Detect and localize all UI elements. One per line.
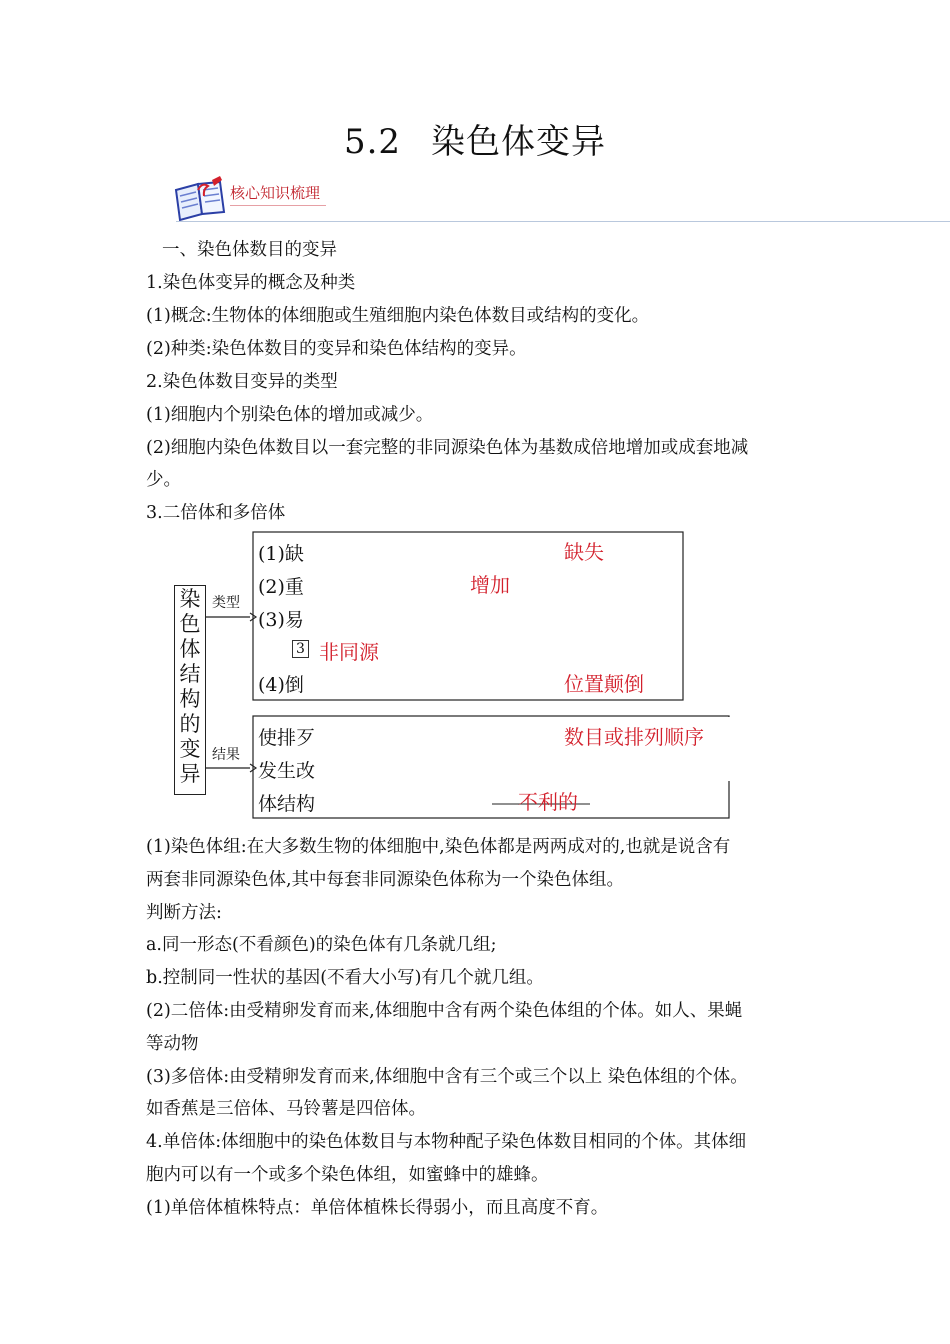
type-item: (1)缺 [258,543,304,565]
text-line: 如香蕉是三倍体、马铃薯是四倍体。 [146,1099,426,1119]
answer-increase: 增加 [470,573,510,597]
result-line: 使排歹 [258,727,316,749]
text-line: 3.二倍体和多倍体 [146,503,286,523]
text-line: (3)多倍体:由受精卵发育而来,体细胞中含有三个或三个以上 染色体组的个体。 [146,1067,748,1087]
root-char: 变 [179,737,201,761]
page-title: 5.2 染色体变异 [343,122,607,162]
diagram-lines [170,530,740,822]
root-char: 异 [179,762,201,786]
text-line: 判断方法: [146,903,222,923]
root-char: 色 [179,612,201,636]
root-label-box [174,585,206,795]
root-char: 结 [179,662,201,686]
text-line: (2)细胞内染色体数目以一套完整的非同源染色体为基数成倍地增加或成套地减 [146,438,749,458]
text-line: 胞内可以有一个或多个染色体组，如蜜蜂中的雄蜂。 [146,1165,549,1185]
text-line: b.控制同一性状的基因(不看大小写)有几个就几组。 [146,968,544,988]
answer-missing: 缺失 [564,540,604,564]
text-line: (1)染色体组:在大多数生物的体细胞中,染色体都是两两成对的,也就是说含有 [146,837,731,857]
root-char: 构 [179,687,201,711]
text-line: (2)种类:染色体数目的变异和染色体结构的变异。 [146,339,527,359]
result-arrow-label: 结果 [212,747,240,763]
type-item: (2)重 [258,576,304,598]
root-char: 染 [179,587,201,611]
section-header [172,172,950,224]
text-line: 少。 [146,470,181,490]
type-item: (4)倒 [258,674,304,696]
text-line: (1)单倍体植株特点：单倍体植株长得弱小，而且高度不育。 [146,1198,609,1218]
circled-number-item [292,636,313,658]
text-line: 1.染色体变异的概念及种类 [146,273,356,293]
type-item: (3)易 [258,609,304,631]
root-char: 体 [179,637,201,661]
chromosome-structure-diagram [170,530,740,822]
answer-harmful: 不利的 [518,790,578,814]
section-divider [176,221,950,222]
answer-inversion: 位置颠倒 [564,672,644,696]
answer-nonhomologous: 非同源 [319,640,379,664]
open-book-icon [172,176,228,222]
text-line: 等动物 [146,1034,199,1054]
root-char: 的 [179,712,201,736]
text-line: (2)二倍体:由受精卵发育而来,体细胞中含有两个染色体组的个体。如人、果蝇 [146,1001,743,1021]
text-line: (1)概念:生物体的体细胞或生殖细胞内染色体数目或结构的变化。 [146,306,650,326]
result-line: 发生改 [258,760,316,782]
heading-chromosome-number-variation: 一、染色体数目的变异 [162,240,337,260]
text-line: 4.单倍体:体细胞中的染色体数目与本物种配子染色体数目相同的个体。其体细 [146,1132,747,1152]
text-line: (1)细胞内个别染色体的增加或减少。 [146,405,434,425]
text-line: 2.染色体数目变异的类型 [146,372,338,392]
type-arrow-label: 类型 [212,595,240,611]
result-line: 体结构 [258,793,316,815]
section-label: 核心知识梳理 [230,184,321,202]
text-line: a.同一形态(不看颜色)的染色体有几条就几组; [146,935,497,955]
number-box: 3 [292,640,309,658]
text-line: 两套非同源染色体,其中每套非同源染色体称为一个染色体组。 [146,870,625,890]
answer-number-order: 数目或排列顺序 [564,725,704,749]
